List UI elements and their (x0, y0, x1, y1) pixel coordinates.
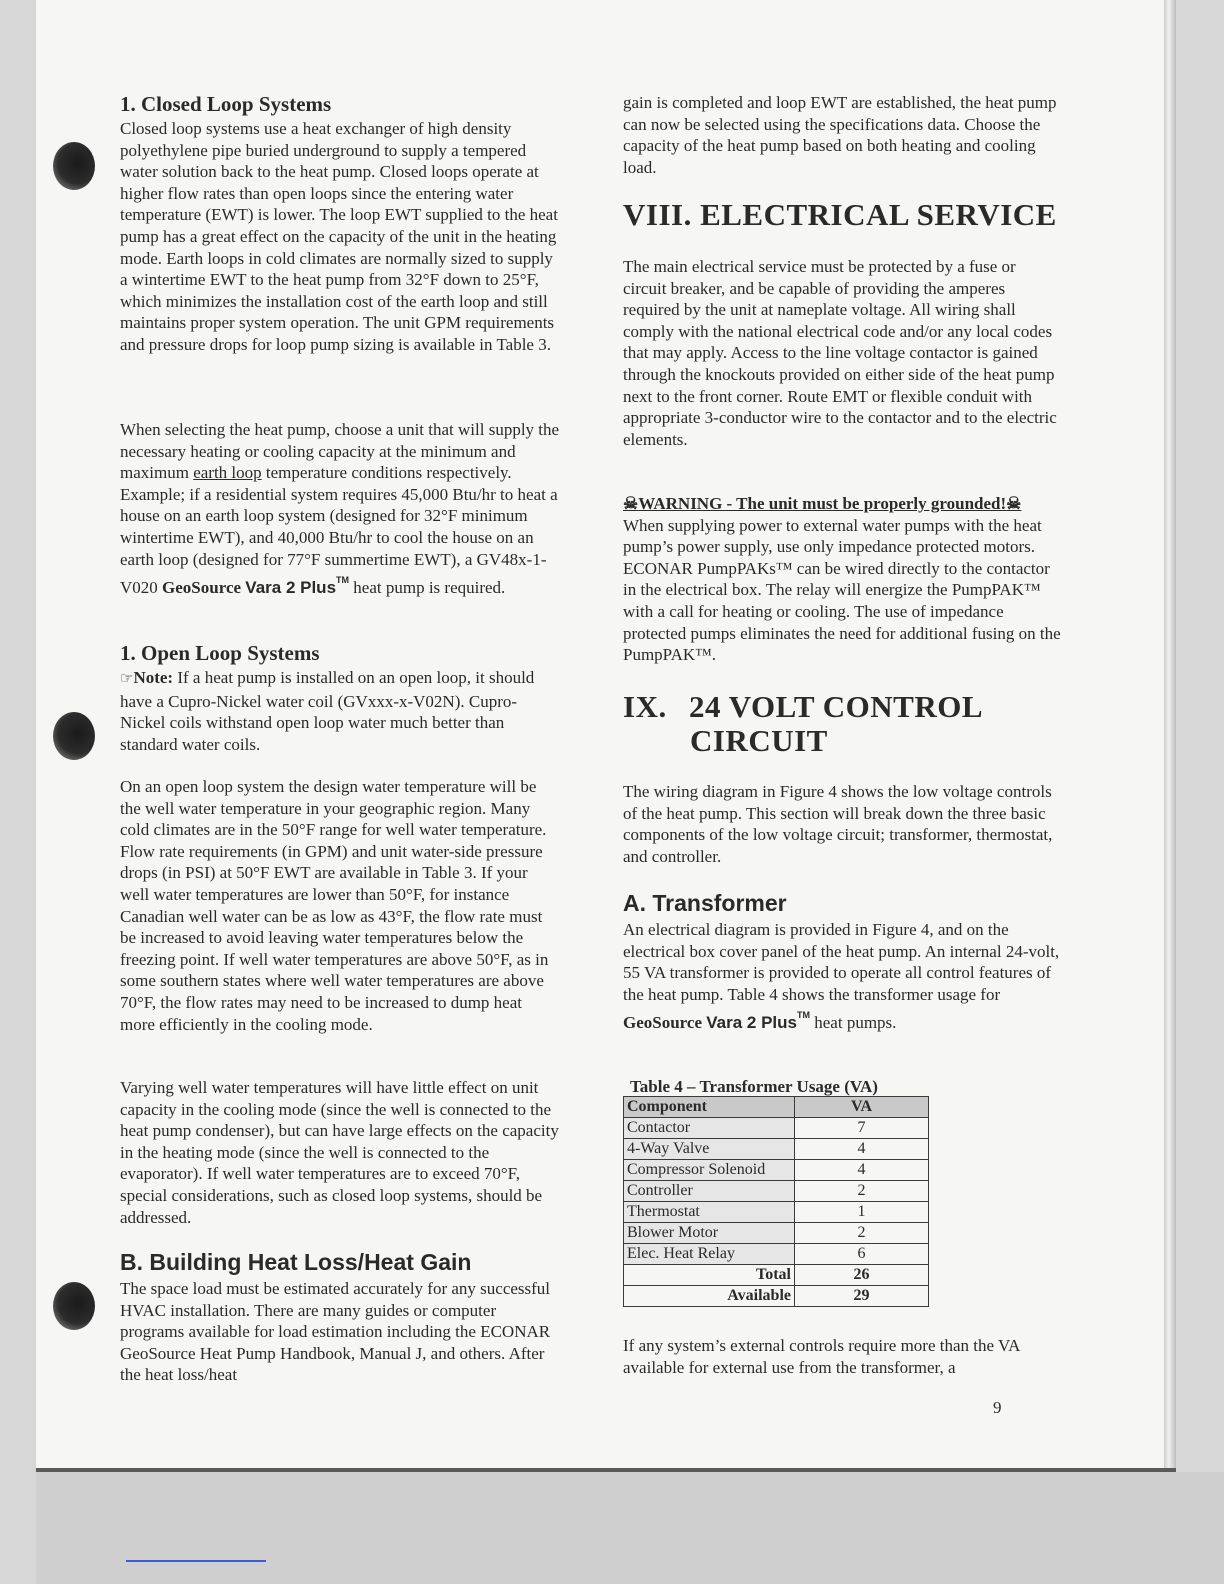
warning-paragraph (623, 493, 1063, 666)
scanner-background (36, 1472, 1224, 1584)
table-row: 4-Way Valve 4 (624, 1139, 929, 1160)
brand-vara: Vara 2 Plus (706, 1013, 797, 1033)
table-available-row: Available 29 (624, 1286, 929, 1307)
table-caption: Table 4 – Transformer Usage (VA) (630, 1077, 878, 1096)
warning-body: When supplying power to external water pumps with the heat pump’s power supply, use only impedance protected motors. ECONAR PumpPAKs™ can be wired directly to the contactor in the electrical box. The relay will energize the PumpPAK™ with a call for heating or cooling. The use of impedance protected pumps eliminates the need for additional fusing on the PumpPAK™. (623, 515, 1061, 665)
note-paragraph (120, 667, 560, 755)
note-text: If a heat pump is installed on an open loop, it should have a Cupro-Nickel water coil (GVxxx-x-V02N). Cupro-Nickel coils withstand open loop water much better than standard water coils. (120, 668, 535, 754)
electrical-service-heading: VIII. ELECTRICAL SERVICE (623, 197, 1057, 232)
closing-paragraph: If any system’s external controls require more than the VA available for external use from the transformer, a (623, 1336, 1020, 1377)
selecting-paragraph (120, 419, 560, 599)
table-total-row: Total 26 (624, 1265, 929, 1286)
brand-name: GeoSource Vara 2 Plus™ (623, 1010, 810, 1033)
open-loop-heading: 1. Open Loop Systems (120, 641, 320, 665)
table-row: Elec. Heat Relay 6 (624, 1244, 929, 1265)
closed-loop-heading: 1. Closed Loop Systems (120, 92, 332, 116)
table-row: Controller 2 (624, 1181, 929, 1202)
selecting-text-end: heat pump is required. (349, 578, 506, 598)
transformer-usage-table (623, 1096, 929, 1307)
pointing-hand-icon: ☞ (120, 671, 134, 687)
closed-loop-paragraph: Closed loop systems use a heat exchanger of high density polyethylene pipe buried underground to supply a tempered water solution back to the heat pump. Closed loops operate at higher flow rates than open loops since the entering water temperature (EWT) is lower. The loop EWT supplied to the heat pump has a great effect on the capacity of the unit in the heating mode. Earth loops in cold climates are normally sized to supply a wintertime EWT to the heat pump from 32°F down to 25°F, which minimizes the installation cost of the earth loop and still maintains proper system operation. The unit GPM requirements and pressure drops for loop pump sizing is available in Table 3. (120, 119, 558, 354)
warning-heading: ☠WARNING - The unit must be properly grounded!☠ (623, 494, 1022, 513)
trademark: TM (336, 575, 350, 586)
control-circuit-heading: IX. 24 VOLT CONTROL CIRCUIT (623, 689, 984, 758)
skull-icon: ☠ (1006, 494, 1022, 513)
binder-hole-middle (53, 712, 95, 760)
table-row: Contactor 7 (624, 1118, 929, 1139)
page-number: 9 (993, 1398, 1002, 1417)
brand-vara: Vara 2 Plus (245, 578, 337, 598)
blue-mark (126, 1560, 266, 1562)
table-header-row (624, 1097, 929, 1118)
trademark: TM (797, 1010, 810, 1021)
selecting-text-b: temperature conditions respectively. Example; if a residential system requires 45,000 Btu/hr to heat a house on an earth loop system (designed for 32°F minimum wintertime EWT), and 40,000 Btu/hr to cool the house on an earth loop (designed for 77°F summertime EWT), a GV48x-1-V020 (120, 463, 558, 598)
gain-paragraph: gain is completed and loop EWT are established, the heat pump can now be selected using the specifications data. Choose the capacity of the heat pump based on both heating and cooling load. (623, 93, 1057, 177)
earth-loop-underlined: earth loop (193, 463, 262, 483)
binder-hole-bottom (53, 1282, 95, 1330)
varying-paragraph: Varying well water temperatures will have little effect on unit capacity in the cooling mode (since the well is connected to the heat pump condenser), but can have large effects on the capacity in the heating mode (since the well is connected to the evaporator). If well water temperatures are to exceed 70°F, special considerations, such as closed loop systems, should be addressed. (120, 1078, 559, 1227)
column-header-component: Component (624, 1097, 795, 1118)
transformer-paragraph: An electrical diagram is provided in Figure 4, and on the electrical box cover panel of the heat pump. An internal 24-volt, 55 VA transformer is provided to operate all control features of the heat pump. Table 4 shows the transformer usage for GeoSource Vara 2 Plus™ heat pumps. (623, 920, 1060, 1033)
transformer-heading: A. Transformer (623, 890, 787, 916)
control-paragraph: The wiring diagram in Figure 4 shows the low voltage controls of the heat pump. This section will break down the three basic components of the low voltage circuit; transformer, thermostat, and controller. (623, 782, 1053, 866)
selecting-text-a: When selecting the heat pump, choose a unit that will supply the necessary heating or cooling capacity at the minimum and maximum (120, 420, 560, 483)
table-row: Compressor Solenoid 4 (624, 1160, 929, 1181)
page-edge (1164, 0, 1176, 1472)
building-heading: B. Building Heat Loss/Heat Gain (120, 1249, 472, 1275)
table-row: Thermostat 1 (624, 1202, 929, 1223)
note-label: Note: (133, 668, 174, 687)
brand-name: GeoSource Vara 2 Plus™ (162, 575, 350, 598)
building-paragraph: The space load must be estimated accurately for any successful HVAC installation. There are many guides or computer programs available for load estimation including the ECONAR GeoSource Heat Pump Handbook, Manual J, and others. After the heat loss/heat (120, 1279, 551, 1385)
skull-icon: ☠ (623, 494, 639, 513)
open-loop-paragraph: On an open loop system the design water temperature will be the well water temperature in your geographic region. Many cold climates are in the 50°F range for well water temperature. Flow rate requirements (in GPM) and unit water-side pressure drops (in PSI) at 50°F EWT are available in Table 3. If your well water temperatures are lower than 50°F, for instance Canadian well water can be as low as 43°F, the flow rate must be increased to avoid leaving water temperatures below the freezing point. If well water temperatures are above 50°F, as in some southern states where well water temperatures are above 70°F, the flow rates may need to be increased to dump heat more efficiently in the cooling mode. (120, 777, 549, 1034)
column-header-va: VA (795, 1097, 929, 1118)
electrical-paragraph: The main electrical service must be protected by a fuse or circuit breaker, and be capable of providing the amperes required by the unit at nameplate voltage. All wiring shall comply with the national electrical code and/or any local codes that may apply. Access to the line voltage contactor is gained through the knockouts provided on either side of the heat pump next to the front corner. Route EMT or flexible conduit with appropriate 3-conductor wire to the contactor and to the electric elements. (623, 257, 1057, 449)
binder-hole-top (53, 142, 95, 190)
table-row: Blower Motor 2 (624, 1223, 929, 1244)
